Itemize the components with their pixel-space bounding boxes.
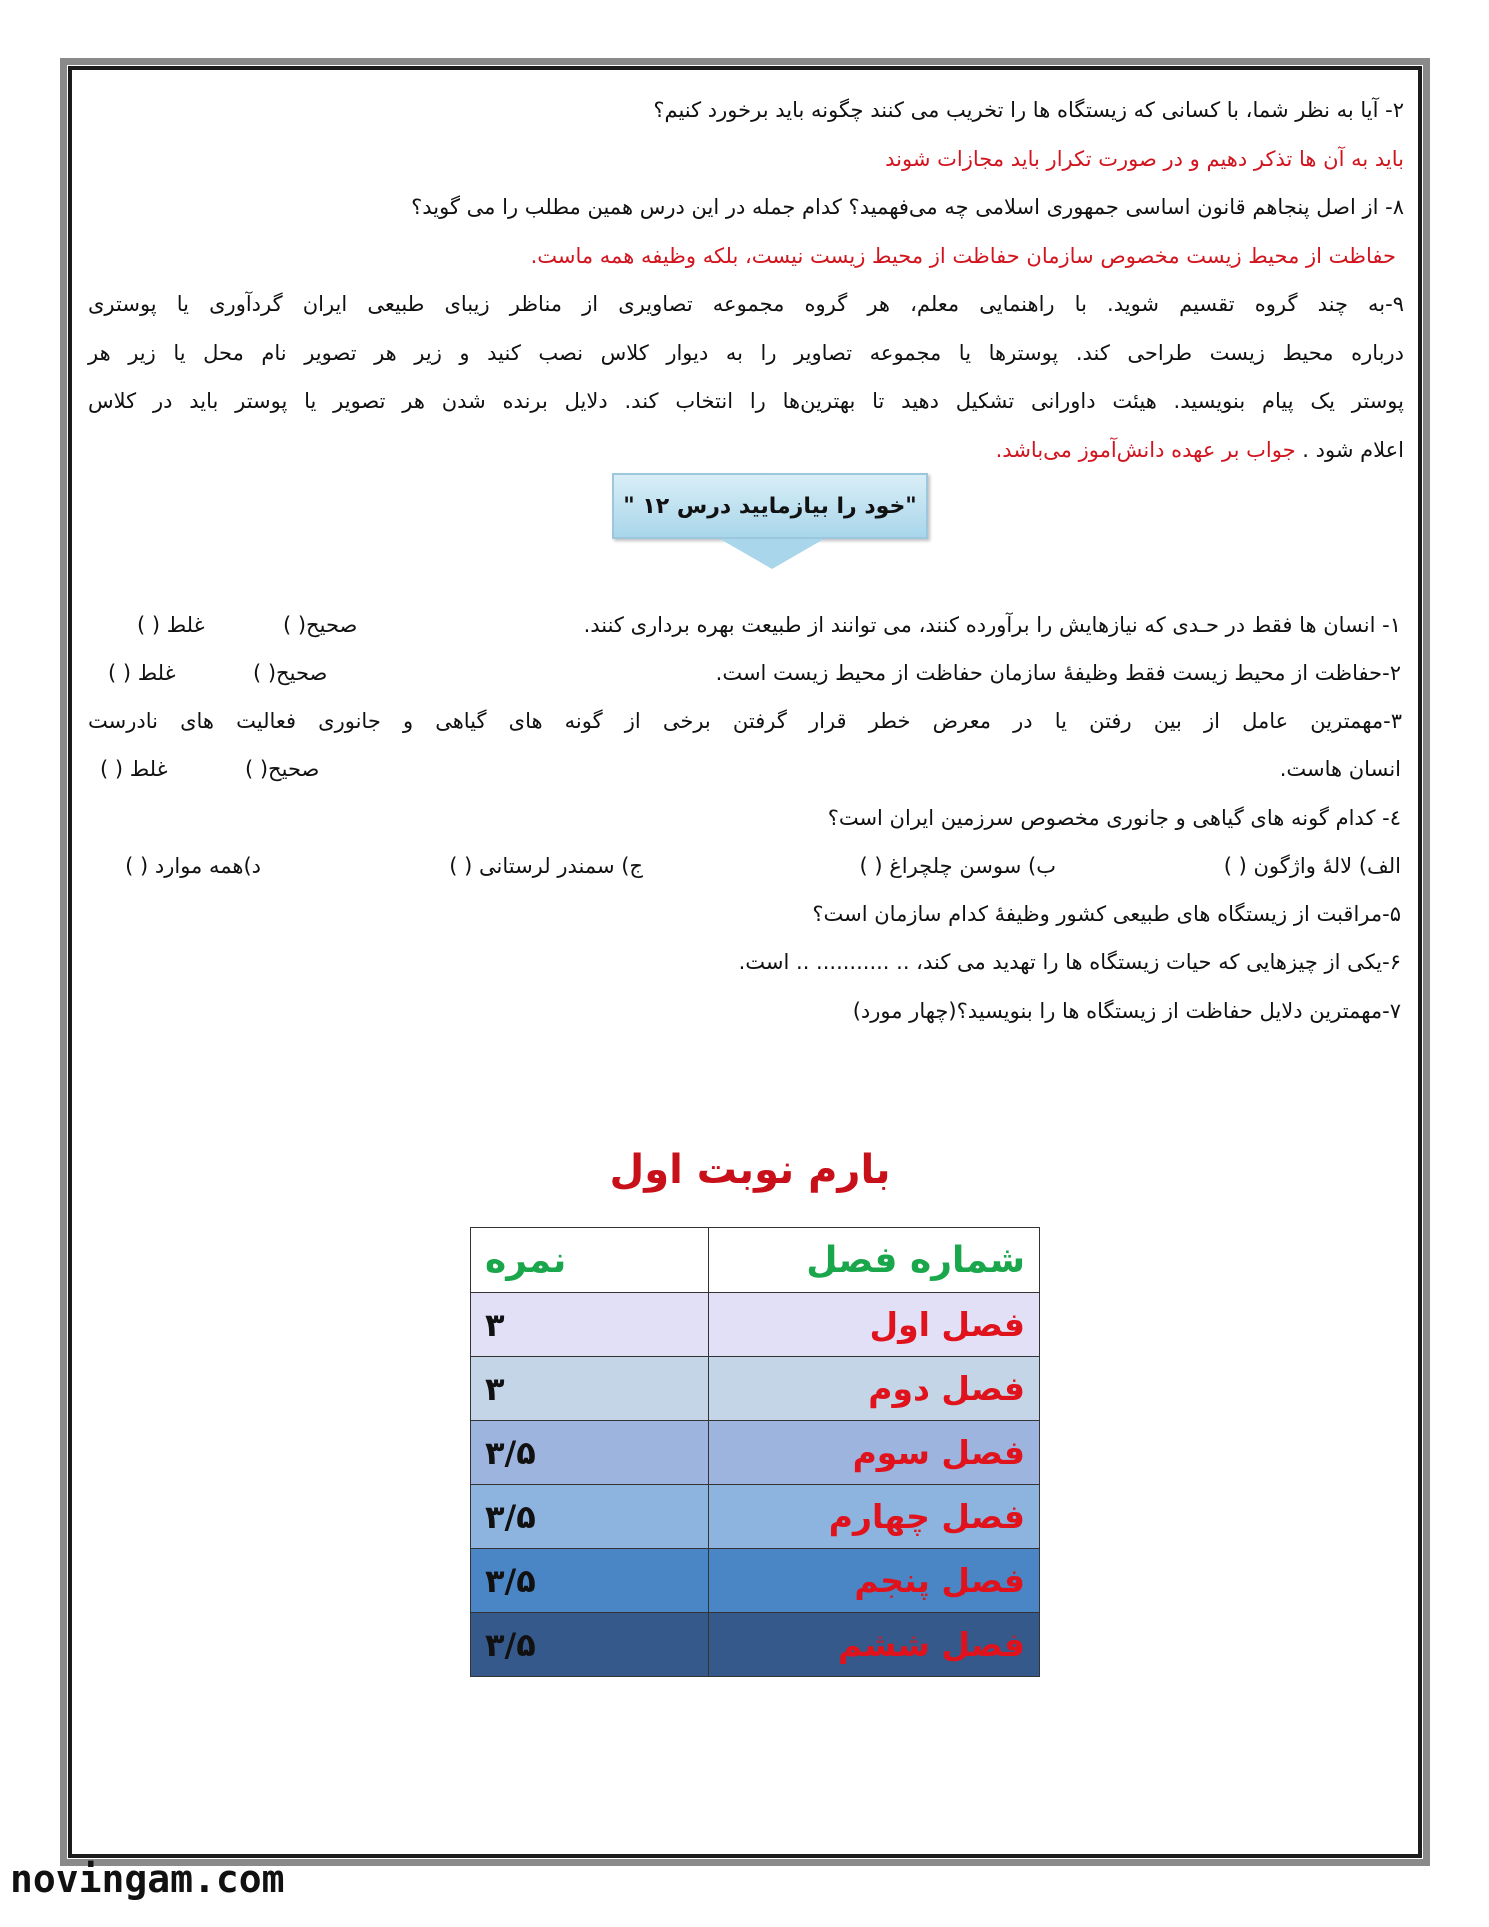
quiz-question-3-line-1: ۳-مهمترین عامل از بین رفتن یا در معرض خطر قرار گرفتن برخی از گونه های گیاهی و جانوری فعالیت های نادرست <box>88 709 1402 733</box>
table-row <box>471 1421 1040 1485</box>
question-9-text: اعلام شود . <box>1302 437 1404 462</box>
quiz-question-3-line-2: انسان هاست. <box>1279 757 1401 781</box>
score-table-title: بارم نوبت اول <box>609 1147 891 1193</box>
quiz-2-false[interactable]: غلط ( ) <box>108 661 176 685</box>
quiz-3-true[interactable]: صحیح( ) <box>245 757 320 781</box>
score-table <box>470 1227 1040 1677</box>
quiz-1-false[interactable]: غلط ( ) <box>137 613 205 637</box>
chapter-score: ۳ <box>471 1293 709 1357</box>
question-2: ۲- آیا به نظر شما، با کسانی که زیستگاه ها را تخریب می کنند چگونه باید برخورد کنیم؟ <box>653 98 1404 122</box>
chapter-score: ۳ <box>471 1357 709 1421</box>
quiz-question-6: ۶-یکی از چیزهایی که حیات زیستگاه ها را تهدید می کند، .. ........... .. است. <box>738 950 1401 974</box>
answer-2: باید به آن ها تذکر دهیم و در صورت تکرار باید مجازات شوند <box>885 146 1404 171</box>
table-row <box>471 1549 1040 1613</box>
table-row <box>471 1613 1040 1677</box>
chapter-score: ۳/۵ <box>471 1485 709 1549</box>
quiz-1-true[interactable]: صحیح( ) <box>283 613 358 637</box>
table-row <box>471 1485 1040 1549</box>
chapter-score: ۳/۵ <box>471 1549 709 1613</box>
site-watermark: novingam.com <box>10 1857 285 1901</box>
chapter-name: فصل پنجم <box>709 1549 1040 1613</box>
section-banner <box>612 473 928 575</box>
answer-9: جواب بر عهده دانش‌آموز می‌باشد. <box>995 437 1296 462</box>
chapter-name: فصل اول <box>709 1293 1040 1357</box>
chapter-name: فصل چهارم <box>709 1485 1040 1549</box>
quiz-4-option-b[interactable]: ب) سوسن چلچراغ ( ) <box>859 854 1056 878</box>
quiz-question-5: ۵-مراقبت از زیستگاه های طبیعی کشور وظیفهٔ کدام سازمان است؟ <box>812 902 1401 926</box>
answer-8: حفاظت از محیط زیست مخصوص سازمان حفاظت از محیط زیست نیست، بلکه وظیفه همه ماست. <box>530 243 1396 268</box>
table-row <box>471 1293 1040 1357</box>
question-9-line-1: ۹-به چند گروه تقسیم شوید. با راهنمایی معلم، هر گروه مجموعه تصاویری از مناظر زیبای طبیعی ایران گردآوری یا پوستری <box>88 292 1404 316</box>
quiz-question-2: ۲-حفاظت از محیط زیست فقط وظیفهٔ سازمان حفاظت از محیط زیست است. <box>715 661 1401 685</box>
chapter-name: فصل ششم <box>709 1613 1040 1677</box>
chapter-score: ۳/۵ <box>471 1613 709 1677</box>
banner-title: "خود را بیازمایید درس ۱۲ " <box>612 473 928 539</box>
question-9-line-2: درباره محیط زیست طراحی کند. پوسترها یا مجموعه تصاویر را به دیوار کلاس نصب کنید و زیر هر تصویر نام محل یا زیر هر <box>88 340 1404 365</box>
chapter-score: ۳/۵ <box>471 1421 709 1485</box>
quiz-4-option-c[interactable]: ج) سمندر لرستانی ( ) <box>449 854 643 878</box>
quiz-4-option-a[interactable]: الف) لالهٔ واژگون ( ) <box>1223 854 1401 878</box>
header-chapter: شماره فصل <box>709 1228 1040 1293</box>
table-row <box>471 1357 1040 1421</box>
chapter-name: فصل سوم <box>709 1421 1040 1485</box>
question-9-line-4 <box>88 426 1404 475</box>
quiz-question-4: ٤- کدام گونه های گیاهی و جانوری مخصوص سرزمین ایران است؟ <box>827 806 1401 830</box>
score-table-header <box>471 1228 1040 1293</box>
question-8: ۸- از اصل پنجاهم قانون اساسی جمهوری اسلامی چه می‌فهمید؟ کدام جمله در این درس همین مطلب را می گوید؟ <box>411 195 1404 219</box>
chapter-name: فصل دوم <box>709 1357 1040 1421</box>
quiz-question-7: ۷-مهمترین دلایل حفاظت از زیستگاه ها را بنویسید؟(چهار مورد) <box>852 999 1401 1023</box>
banner-arrow-icon <box>720 539 824 569</box>
quiz-4-option-d[interactable]: د)همه موارد ( ) <box>125 854 261 878</box>
quiz-2-true[interactable]: صحیح( ) <box>253 661 328 685</box>
quiz-question-1: ۱- انسان ها فقط در حـدی که نیازهایش را برآورده کنند، می توانند از طبیعت بهره برداری کنند. <box>583 613 1401 637</box>
header-score: نمره <box>471 1228 709 1293</box>
quiz-3-false[interactable]: غلط ( ) <box>100 757 168 781</box>
question-9-line-3: پوستر یک پیام بنویسید. هیئت داورانی تشکیل دهید تا بهترین‌ها را انتخاب کند. دلایل برنده شدن هر تصویر یا پوستر باید در کلاس <box>88 389 1404 413</box>
